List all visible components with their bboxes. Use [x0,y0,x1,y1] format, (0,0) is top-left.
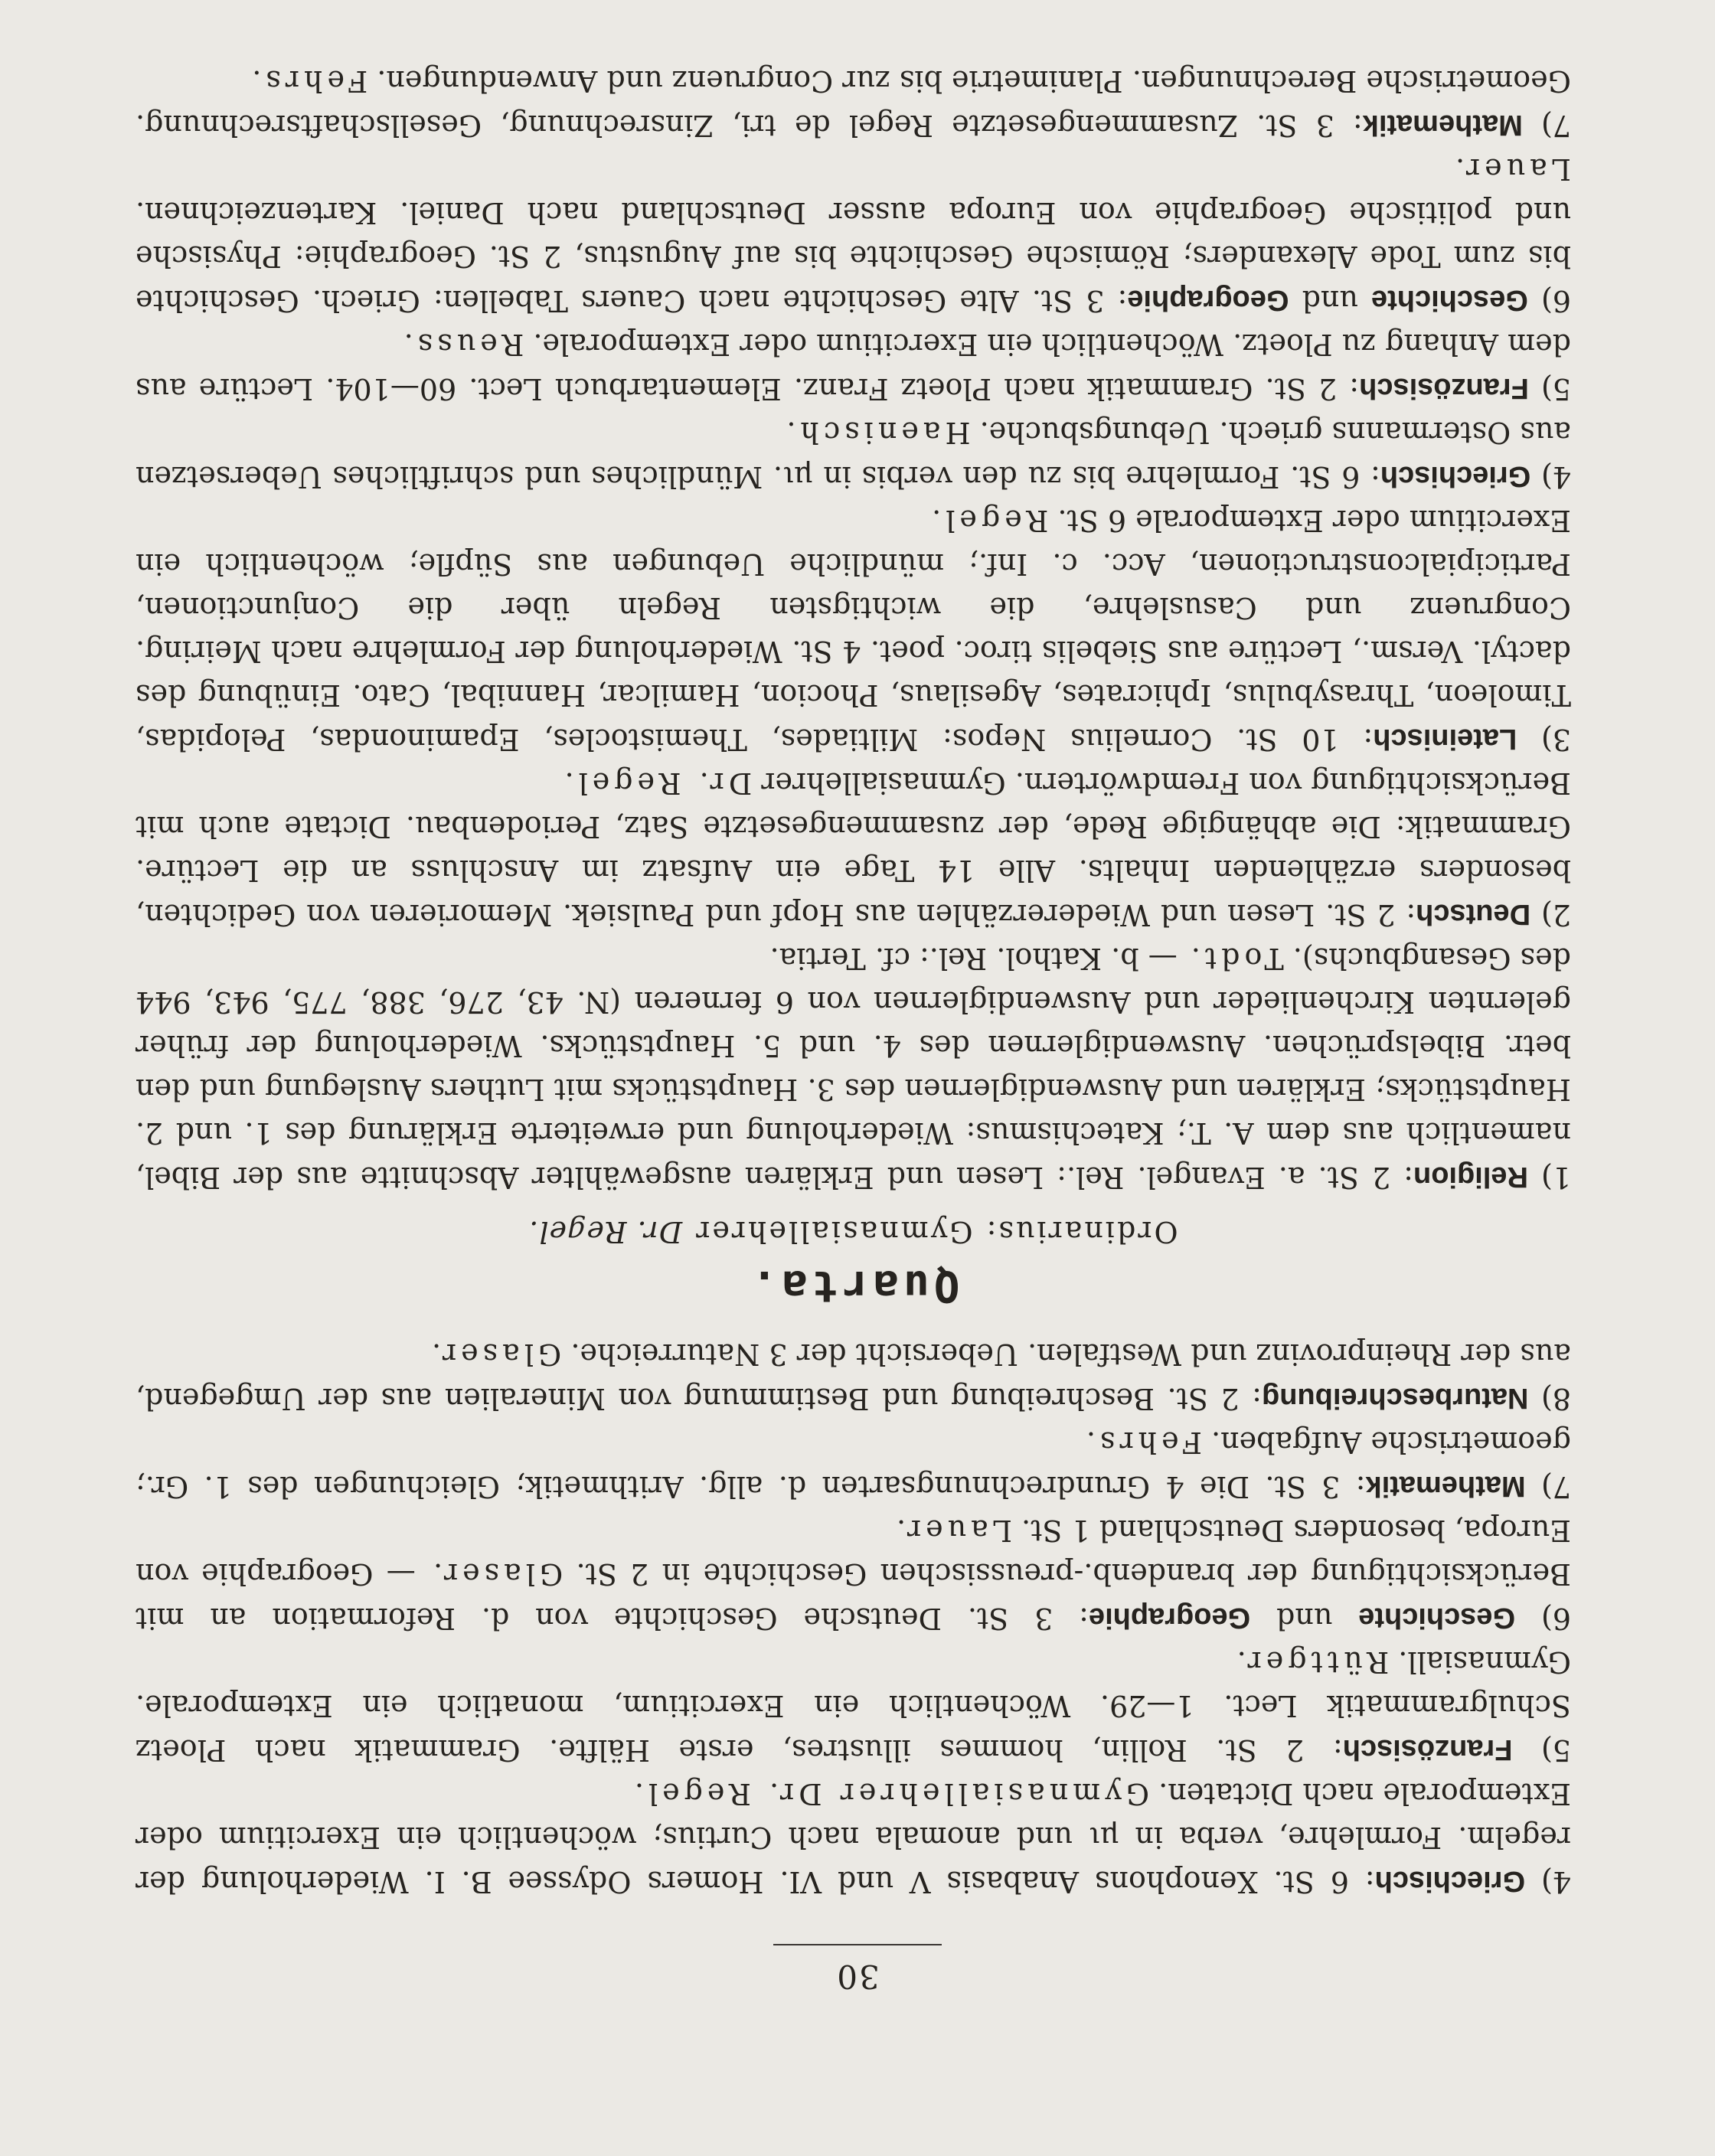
teacher-name: Regel. [927,504,1049,537]
subject-label: Mathematik [1362,109,1523,141]
teacher-name: Lauer. [1451,152,1571,186]
ordinarius-line: Ordinarius: Gymnasiallehrer Dr. Regel. [528,1215,1178,1249]
header-rule [773,1944,942,1945]
teacher-name: Gymnasiallehrer Dr. Regel. [629,1777,1150,1811]
teacher-name: Glaser. [429,1557,564,1591]
quarta-entry-french: 5) Französisch: 2 St. Grammatik nach Ploetz Franz. Elementarbuch Lect. 60—104. Lectüre aus dem Anhang zu Ploetz. Wöchentlich ein Exercitium oder Extemporale. Reuss. [136,328,1571,406]
subject-label: Geschichte [1358,1602,1516,1634]
tertia-entry-nature: 8) Naturbeschreibung: 2 St. Beschreibung und Bestimmung von Mineralien aus der Umgegend, aus der Rheinprovinz und Westfalen. Uebersicht der 3 Naturreiche. Glaser. [136,1338,1571,1416]
subject-label: Religion [1413,1161,1528,1193]
teacher-name: Rüttger. [1232,1645,1390,1679]
subject-label: Französisch [1342,1733,1513,1766]
teacher-name: Fehrs. [247,64,368,98]
quarta-entry-german: 2) Deutsch: 2 St. Lesen und Wiedererzählen aus Hopf und Paulsiek. Memorieren von Gedichten, besonders erzählenden Inhalts. Alle 14 Tage ein Aufsatz im Anschluss an die Lectüre. Grammatik: Die abhängige Rede, der zusammengesetzte Satz, Periodenbau. Dictate auch mit Berücksichtigung von Fremdwörtern. Gymnasiallehrer Dr. Regel. [136,766,1571,932]
subject-label: Griechisch [1380,460,1531,492]
tertia-entry-math: 7) Mathematik: 3 St. Die 4 Grundrechnungsarten d. allg. Arithmetik; Gleichungen des 1. Gr.; geometrische Aufgaben. Fehrs. [136,1426,1571,1504]
ordinarius-name: Dr. Regel. [528,1215,683,1249]
teacher-name: Haenisch. [782,416,971,449]
subject-label: Deutsch [1416,898,1531,930]
quarta-entry-greek: 4) Griechisch: 6 St. Formlehre bis zu den verbis in μι. Mündliches und schriftliches Uebersetzen aus Ostermanns griech. Uebungsbuche. Haenisch. [136,416,1571,494]
tertia-entry-greek: 4) Griechisch: 6 St. Xenophons Anabasis V und VI. Homers Odyssee B. I. Wiederholung der regelm. Formlehre, verba in μι und anomala nach Curtius; wöchentlich ein Exercitium oder Extemporale nach Dictaten. Gymnasiallehrer Dr. Regel. [136,1777,1571,1899]
subject-label: Geschichte [1371,284,1528,316]
teacher-name: Fehrs. [1081,1426,1202,1459]
subject-label: Griechisch [1374,1865,1526,1897]
quarta-entry-history: 6) Geschichte und Geographie: 3 St. Alte Geschichte nach Cauers Tabellen: Griech. Geschichte bis zum Tode Alexanders; Römische Geschichte bis auf Augustus, 2 St. Geographie: Physische und politische Geographie von Europa ausser Deutschland nach Daniel. Kartenzeichnen. Lauer. [136,152,1571,318]
text-column [136,59,1571,1903]
quarta-entry-math: 7) Mathematik: 3 St. Zusammengesetzte Regel de tri, Zinsrechnung, Gesellschaftsrechnung. Geometrische Berechnungen. Planimetrie bis zur Congruenz und Anwendungen. Fehrs. [136,64,1571,142]
subject-label: Mathematik [1365,1470,1526,1502]
subject-label: Lateinisch [1373,723,1517,755]
quarta-entry-latin: 3) Lateinisch: 10 St. Cornelius Nepos: Miltiades, Themistocles, Epaminondas, Pelopidas, Timoleon, Thrasybulus, Iphicrates, Agesilaus, Phocion, Hamilcar, Hannibal, Cato. Einübung des dactyl. Versm., Lectüre aus Siebelis tiroc. poet. 4 St. Wiederholung der Formlehre nach Meiring. Congruenz und Casuslehre, die wichtigsten Regeln über die Conjunctionen, Participialconstructionen, Acc. c. Inf.; mündliche Uebungen aus Süpfle; wöchentlich ein Exercitium oder Extemporale 6 St. Regel. [136,504,1571,756]
quarta-entry-religion: 1) Religion: 2 St. a. Evangel. Rel.: Lesen und Erklären ausgewählter Abschnitte aus der Bibel, namentlich aus dem A. T.; Katechismus: Wiederholung und erweiterte Erklärung des 1. und 2. Hauptstücks; Erklären und Auswendiglernen des 3. Hauptstücks mit Luthers Auslegung und den betr. Bibelsprüchen. Auswendiglernen des 4. und 5. Hauptstücks. Wiederholung der früher gelernten Kirchenlieder und Auswendiglernen von 6 ferneren (N. 43, 276, 388, 775, 943, 944 des Gesangbuchs). Todt. — b. Kathol. Rel.: cf. Tertia. [136,942,1571,1194]
teacher-name: Reuss. [399,328,524,361]
tertia-entry-history: 6) Geschichte und Geographie: 3 St. Deutsche Geschichte von d. Reformation an mit Berücksichtigung der brandenb.-preussischen Geschichte in 2 St. Glaser. — Geographie von Europa, besonders Deutschland 1 St. Lauer. [136,1514,1571,1635]
teacher-name: Lauer. [892,1514,1012,1547]
subject-label: Französisch [1359,372,1529,404]
tertia-entry-french: 5) Französisch: 2 St. Rollin, hommes illustres, erste Hälfte. Grammatik nach Ploetz Schulgrammatik Lect. 1—29. Wöchentlich ein Exercitium, monatlich ein Extemporale. Gymnasiall. Rüttger. [136,1645,1571,1767]
teacher-name: Glaser. [427,1338,562,1371]
subject-label: Geographie [1127,284,1289,316]
teacher-name: Todt. [1186,942,1284,975]
teacher-name: Dr. Regel. [560,766,753,800]
subject-label: Geographie [1089,1602,1251,1634]
subject-label: Naturbeschreibung [1262,1382,1529,1414]
section-title: Quarta. [746,1261,960,1311]
page-number: 30 [835,1958,880,1995]
